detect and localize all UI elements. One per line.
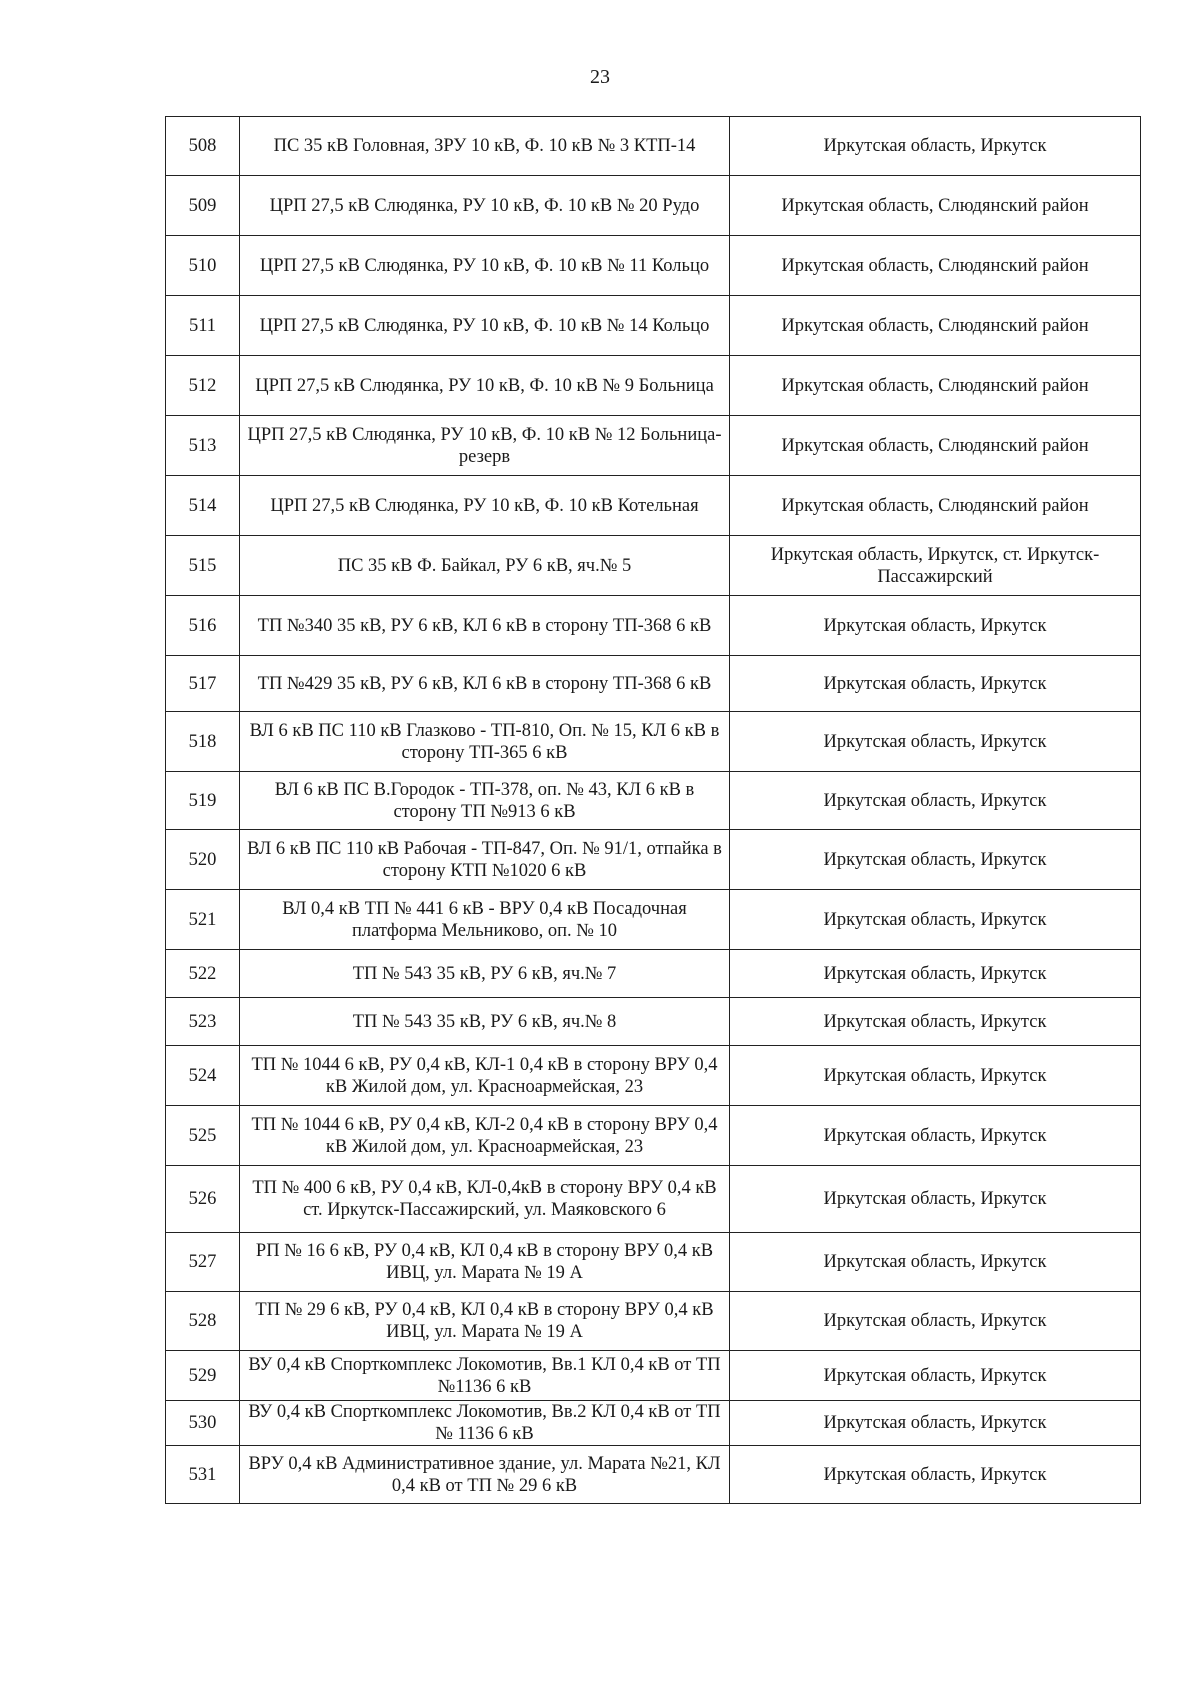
object-cell: ТП № 1044 6 кВ, РУ 0,4 кВ, КЛ-1 0,4 кВ в сторону ВРУ 0,4 кВ Жилой дом, ул. Красноармейская, 23	[240, 1046, 730, 1106]
table-row	[166, 830, 1141, 890]
object-cell: ТП № 543 35 кВ, РУ 6 кВ, яч.№ 8	[240, 998, 730, 1046]
table-row	[166, 1401, 1141, 1446]
object-cell: ВРУ 0,4 кВ Административное здание, ул. Марата №21, КЛ 0,4 кВ от ТП № 29 6 кВ	[240, 1446, 730, 1504]
row-number-cell: 521	[166, 890, 240, 950]
table-row	[166, 772, 1141, 830]
page-number: 23	[590, 66, 610, 88]
location-cell: Иркутская область, Иркутск	[730, 117, 1141, 176]
object-cell: ЦРП 27,5 кВ Слюдянка, РУ 10 кВ, Ф. 10 кВ № 12 Больница-резерв	[240, 416, 730, 476]
table-row	[166, 236, 1141, 296]
object-cell: ТП № 29 6 кВ, РУ 0,4 кВ, КЛ 0,4 кВ в сторону ВРУ 0,4 кВ ИВЦ, ул. Марата № 19 А	[240, 1292, 730, 1351]
object-cell: ПС 35 кВ Ф. Байкал, РУ 6 кВ, яч.№ 5	[240, 536, 730, 596]
location-cell: Иркутская область, Слюдянский район	[730, 356, 1141, 416]
object-cell: ЦРП 27,5 кВ Слюдянка, РУ 10 кВ, Ф. 10 кВ № 20 Рудо	[240, 176, 730, 236]
location-cell: Иркутская область, Иркутск	[730, 950, 1141, 998]
object-cell: ЦРП 27,5 кВ Слюдянка, РУ 10 кВ, Ф. 10 кВ № 9 Больница	[240, 356, 730, 416]
table-row	[166, 656, 1141, 712]
object-cell: ТП №340 35 кВ, РУ 6 кВ, КЛ 6 кВ в сторону ТП-368 6 кВ	[240, 596, 730, 656]
object-cell: ВЛ 0,4 кВ ТП № 441 6 кВ - ВРУ 0,4 кВ Посадочная платформа Мельниково, оп. № 10	[240, 890, 730, 950]
row-number-cell: 523	[166, 998, 240, 1046]
table-row	[166, 476, 1141, 536]
row-number-cell: 530	[166, 1401, 240, 1446]
location-cell: Иркутская область, Иркутск	[730, 596, 1141, 656]
object-cell: ПС 35 кВ Головная, ЗРУ 10 кВ, Ф. 10 кВ № 3 КТП-14	[240, 117, 730, 176]
row-number-cell: 529	[166, 1351, 240, 1401]
table-row	[166, 117, 1141, 176]
table-row	[166, 536, 1141, 596]
table-row	[166, 176, 1141, 236]
row-number-cell: 522	[166, 950, 240, 998]
object-cell: ТП № 543 35 кВ, РУ 6 кВ, яч.№ 7	[240, 950, 730, 998]
row-number-cell: 517	[166, 656, 240, 712]
object-cell: ВУ 0,4 кВ Спорткомплекс Локомотив, Вв.2 КЛ 0,4 кВ от ТП № 1136 6 кВ	[240, 1401, 730, 1446]
object-cell: ВЛ 6 кВ ПС 110 кВ Рабочая - ТП-847, Оп. № 91/1, отпайка в сторону КТП №1020 6 кВ	[240, 830, 730, 890]
location-cell: Иркутская область, Слюдянский район	[730, 296, 1141, 356]
table-row	[166, 712, 1141, 772]
location-cell: Иркутская область, Иркутск, ст. Иркутск-Пассажирский	[730, 536, 1141, 596]
object-cell: ЦРП 27,5 кВ Слюдянка, РУ 10 кВ, Ф. 10 кВ № 14 Кольцо	[240, 296, 730, 356]
table-row	[166, 1292, 1141, 1351]
table-row	[166, 950, 1141, 998]
registry-table	[165, 116, 1141, 1504]
object-cell: ВЛ 6 кВ ПС 110 кВ Глазково - ТП-810, Оп. № 15, КЛ 6 кВ в сторону ТП-365 6 кВ	[240, 712, 730, 772]
table-row	[166, 1233, 1141, 1292]
row-number-cell: 516	[166, 596, 240, 656]
table-row	[166, 1106, 1141, 1166]
table-row	[166, 356, 1141, 416]
table-row	[166, 1046, 1141, 1106]
location-cell: Иркутская область, Иркутск	[730, 1166, 1141, 1233]
table-row	[166, 596, 1141, 656]
location-cell: Иркутская область, Иркутск	[730, 1401, 1141, 1446]
location-cell: Иркутская область, Слюдянский район	[730, 236, 1141, 296]
row-number-cell: 520	[166, 830, 240, 890]
row-number-cell: 509	[166, 176, 240, 236]
row-number-cell: 524	[166, 1046, 240, 1106]
location-cell: Иркутская область, Иркутск	[730, 1351, 1141, 1401]
location-cell: Иркутская область, Иркутск	[730, 712, 1141, 772]
row-number-cell: 531	[166, 1446, 240, 1504]
location-cell: Иркутская область, Иркутск	[730, 1233, 1141, 1292]
location-cell: Иркутская область, Слюдянский район	[730, 476, 1141, 536]
location-cell: Иркутская область, Иркутск	[730, 998, 1141, 1046]
location-cell: Иркутская область, Слюдянский район	[730, 416, 1141, 476]
object-cell: РП № 16 6 кВ, РУ 0,4 кВ, КЛ 0,4 кВ в сторону ВРУ 0,4 кВ ИВЦ, ул. Марата № 19 А	[240, 1233, 730, 1292]
row-number-cell: 527	[166, 1233, 240, 1292]
table-row	[166, 890, 1141, 950]
location-cell: Иркутская область, Иркутск	[730, 830, 1141, 890]
location-cell: Иркутская область, Иркутск	[730, 1292, 1141, 1351]
object-cell: ТП № 1044 6 кВ, РУ 0,4 кВ, КЛ-2 0,4 кВ в сторону ВРУ 0,4 кВ Жилой дом, ул. Красноармейская, 23	[240, 1106, 730, 1166]
table-row	[166, 998, 1141, 1046]
table-row	[166, 416, 1141, 476]
registry-table-body	[166, 117, 1141, 1504]
row-number-cell: 512	[166, 356, 240, 416]
table-row	[166, 1351, 1141, 1401]
row-number-cell: 513	[166, 416, 240, 476]
row-number-cell: 526	[166, 1166, 240, 1233]
object-cell: ТП № 400 6 кВ, РУ 0,4 кВ, КЛ-0,4кВ в сторону ВРУ 0,4 кВ ст. Иркутск-Пассажирский, ул. Маяковского 6	[240, 1166, 730, 1233]
object-cell: ТП №429 35 кВ, РУ 6 кВ, КЛ 6 кВ в сторону ТП-368 6 кВ	[240, 656, 730, 712]
location-cell: Иркутская область, Иркутск	[730, 1446, 1141, 1504]
location-cell: Иркутская область, Иркутск	[730, 656, 1141, 712]
location-cell: Иркутская область, Иркутск	[730, 1106, 1141, 1166]
table-row	[166, 296, 1141, 356]
location-cell: Иркутская область, Слюдянский район	[730, 176, 1141, 236]
row-number-cell: 528	[166, 1292, 240, 1351]
row-number-cell: 510	[166, 236, 240, 296]
object-cell: ВЛ 6 кВ ПС В.Городок - ТП-378, оп. № 43, КЛ 6 кВ в сторону ТП №913 6 кВ	[240, 772, 730, 830]
table-row	[166, 1166, 1141, 1233]
object-cell: ВУ 0,4 кВ Спорткомплекс Локомотив, Вв.1 КЛ 0,4 кВ от ТП №1136 6 кВ	[240, 1351, 730, 1401]
row-number-cell: 518	[166, 712, 240, 772]
row-number-cell: 519	[166, 772, 240, 830]
location-cell: Иркутская область, Иркутск	[730, 890, 1141, 950]
object-cell: ЦРП 27,5 кВ Слюдянка, РУ 10 кВ, Ф. 10 кВ № 11 Кольцо	[240, 236, 730, 296]
row-number-cell: 514	[166, 476, 240, 536]
location-cell: Иркутская область, Иркутск	[730, 772, 1141, 830]
table-row	[166, 1446, 1141, 1504]
row-number-cell: 515	[166, 536, 240, 596]
location-cell: Иркутская область, Иркутск	[730, 1046, 1141, 1106]
row-number-cell: 511	[166, 296, 240, 356]
row-number-cell: 525	[166, 1106, 240, 1166]
row-number-cell: 508	[166, 117, 240, 176]
object-cell: ЦРП 27,5 кВ Слюдянка, РУ 10 кВ, Ф. 10 кВ Котельная	[240, 476, 730, 536]
